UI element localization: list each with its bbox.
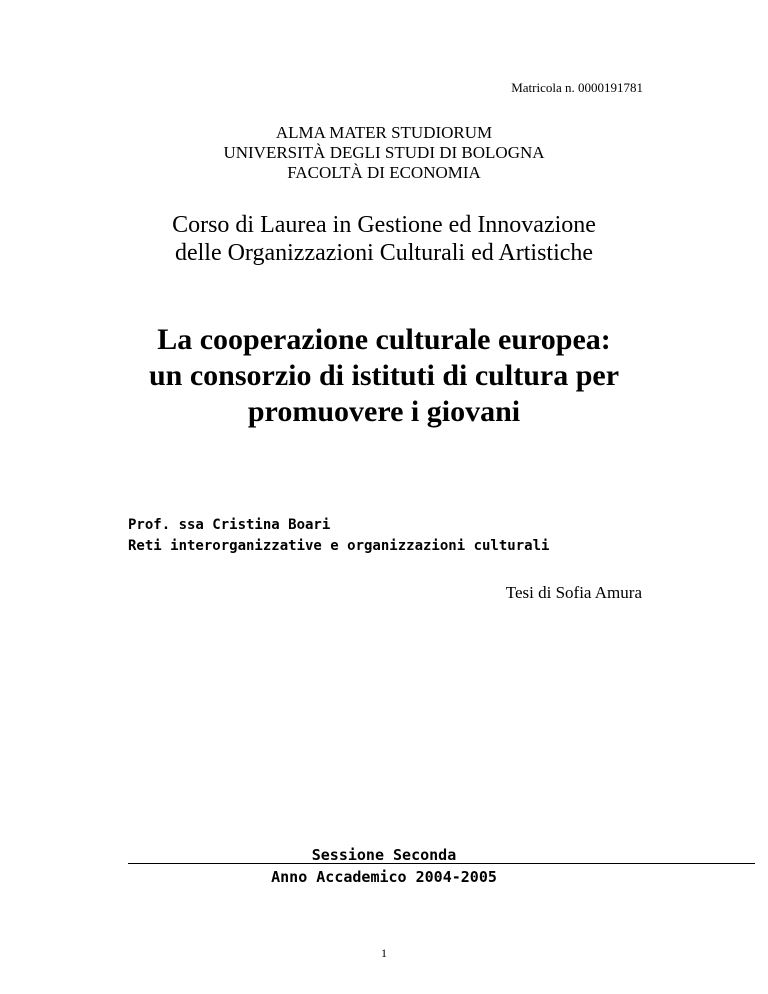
thesis-title-line-2: un consorzio di istituti di cultura per	[148, 359, 620, 392]
horizontal-divider	[128, 863, 755, 864]
supervisor-subject: Reti interorganizzative e organizzazioni culturali	[128, 538, 550, 554]
supervisor-block	[128, 515, 549, 557]
institution-line-1: ALMA MATER STUDIORUM	[275, 123, 493, 142]
academic-year: Anno Accademico 2004-2005	[271, 868, 497, 886]
institution-line-3: FACOLTÀ DI ECONOMIA	[287, 163, 481, 182]
institution-heading	[0, 123, 768, 183]
degree-course-line-2: delle Organizzazioni Culturali ed Artistiche	[174, 240, 594, 266]
student-id-number: Matricola n. 0000191781	[511, 80, 643, 95]
degree-course	[0, 211, 768, 267]
page-number: 1	[381, 946, 387, 960]
thesis-title-line-1: La cooperazione culturale europea:	[157, 323, 611, 356]
supervisor-name: Prof. ssa Cristina Boari	[128, 517, 331, 533]
thesis-title	[0, 322, 768, 430]
thesis-author: Tesi di Sofia Amura	[505, 583, 642, 602]
thesis-title-line-3: promuovere i giovani	[247, 395, 521, 428]
session-block	[0, 844, 768, 888]
degree-course-line-1: Corso di Laurea in Gestione ed Innovazione	[172, 212, 596, 238]
institution-line-2: UNIVERSITÀ DEGLI STUDI DI BOLOGNA	[223, 143, 545, 162]
session-name: Sessione Seconda	[311, 846, 457, 864]
